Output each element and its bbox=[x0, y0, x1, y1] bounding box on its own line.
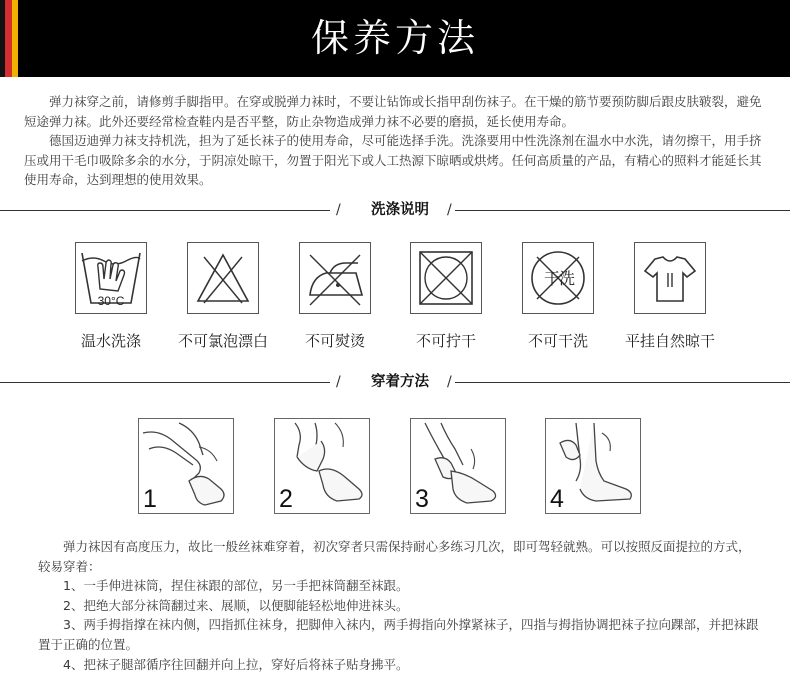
wash-label: 不可氯泡漂白 bbox=[177, 332, 268, 350]
wash-label: 温水洗涤 bbox=[80, 332, 141, 350]
wash-label: 不可干洗 bbox=[527, 332, 588, 350]
wear-step-2-icon bbox=[274, 418, 370, 514]
divider-slash: / bbox=[336, 374, 341, 390]
step-number: 3 bbox=[415, 485, 429, 513]
divider-line bbox=[455, 210, 790, 211]
header-banner bbox=[0, 0, 790, 77]
instructions-intro: 弹力袜因有高度压力，故比一般丝袜难穿着，初次穿者只需保持耐心多练习几次，即可驾轻就熟。可以按照反面提拉的方式，较易穿着： bbox=[38, 539, 751, 574]
dry-clean-char-a: 干 bbox=[544, 269, 561, 288]
hang-dry-icon bbox=[634, 242, 706, 314]
wear-step-3-icon bbox=[410, 418, 506, 514]
wash-label: 不可熨烫 bbox=[304, 332, 365, 350]
section-divider-wash bbox=[0, 199, 790, 221]
hand-wash-30c-icon bbox=[75, 242, 147, 314]
divider-line bbox=[455, 382, 790, 383]
section-title-wear: 穿着方法 bbox=[371, 374, 429, 390]
instruction-item: 3、两手拇指撑在袜内侧，四指抓住袜身，把脚伸入袜内，两手拇指向外撑紧袜子，四指与拇指协调把袜子拉向踝部，并把袜跟置于正确的位置。 bbox=[38, 617, 759, 652]
wash-label: 平挂自然晾干 bbox=[624, 332, 715, 350]
instruction-item: 4、把袜子腿部循序往回翻并向上拉，穿好后将袜子贴身拂平。 bbox=[63, 656, 409, 672]
intro-text bbox=[24, 92, 772, 190]
page-title: 保养方法 bbox=[310, 16, 479, 60]
step-number: 1 bbox=[143, 485, 157, 513]
section-title-wash: 洗涤说明 bbox=[371, 202, 429, 218]
wearing-instructions bbox=[38, 537, 760, 674]
wash-temp-label: 30°C bbox=[97, 294, 125, 308]
step-number: 2 bbox=[279, 485, 293, 513]
no-iron-icon bbox=[299, 242, 371, 314]
dry-clean-char-b: 洗 bbox=[559, 269, 576, 288]
divider-slash: / bbox=[336, 202, 341, 218]
wear-step-1-icon bbox=[138, 418, 234, 514]
divider-slash: / bbox=[447, 202, 452, 218]
divider-slash: / bbox=[447, 374, 452, 390]
section-divider-wear bbox=[0, 371, 790, 393]
wear-step-4-icon bbox=[545, 418, 641, 514]
instruction-item: 2、把绝大部分袜筒翻过来、展顺，以便脚能轻松地伸进袜头。 bbox=[63, 597, 409, 613]
divider-line bbox=[0, 210, 330, 211]
instruction-item: 1、一手伸进袜筒，捏住袜跟的部位，另一手把袜筒翻至袜跟。 bbox=[63, 578, 409, 594]
divider-line bbox=[0, 382, 330, 383]
no-tumble-dry-icon bbox=[410, 242, 482, 314]
intro-paragraph: 德国迈迪弹力袜支持机洗，担为了延长袜子的使用寿命，尽可能选择手洗。洗涤要用中性洗涤剂在温水中水洗，请勿擦干，用手挤压或用干毛巾吸除多余的水分，于阴凉处晾干，勿置于阳光下或人工热源下晾晒或烘烤。任何高质量的产品，有精心的照料才能延长其使用寿命，达到理想的使用效果。 bbox=[24, 133, 762, 188]
no-dry-clean-icon bbox=[522, 242, 594, 314]
no-bleach-icon bbox=[187, 242, 259, 314]
wash-label: 不可拧干 bbox=[415, 332, 476, 350]
intro-paragraph: 弹力袜穿之前，请修剪手脚指甲。在穿或脱弹力袜时，不要让钻饰或长指甲刮伤袜子。在干燥的筋节要预防脚后跟皮肤皲裂，避免短途弹力袜。此外还要经常检查鞋内是否平整，防止杂物造成弹力袜不必要的磨损，延长使用寿命。 bbox=[24, 94, 762, 129]
step-number: 4 bbox=[550, 485, 564, 513]
